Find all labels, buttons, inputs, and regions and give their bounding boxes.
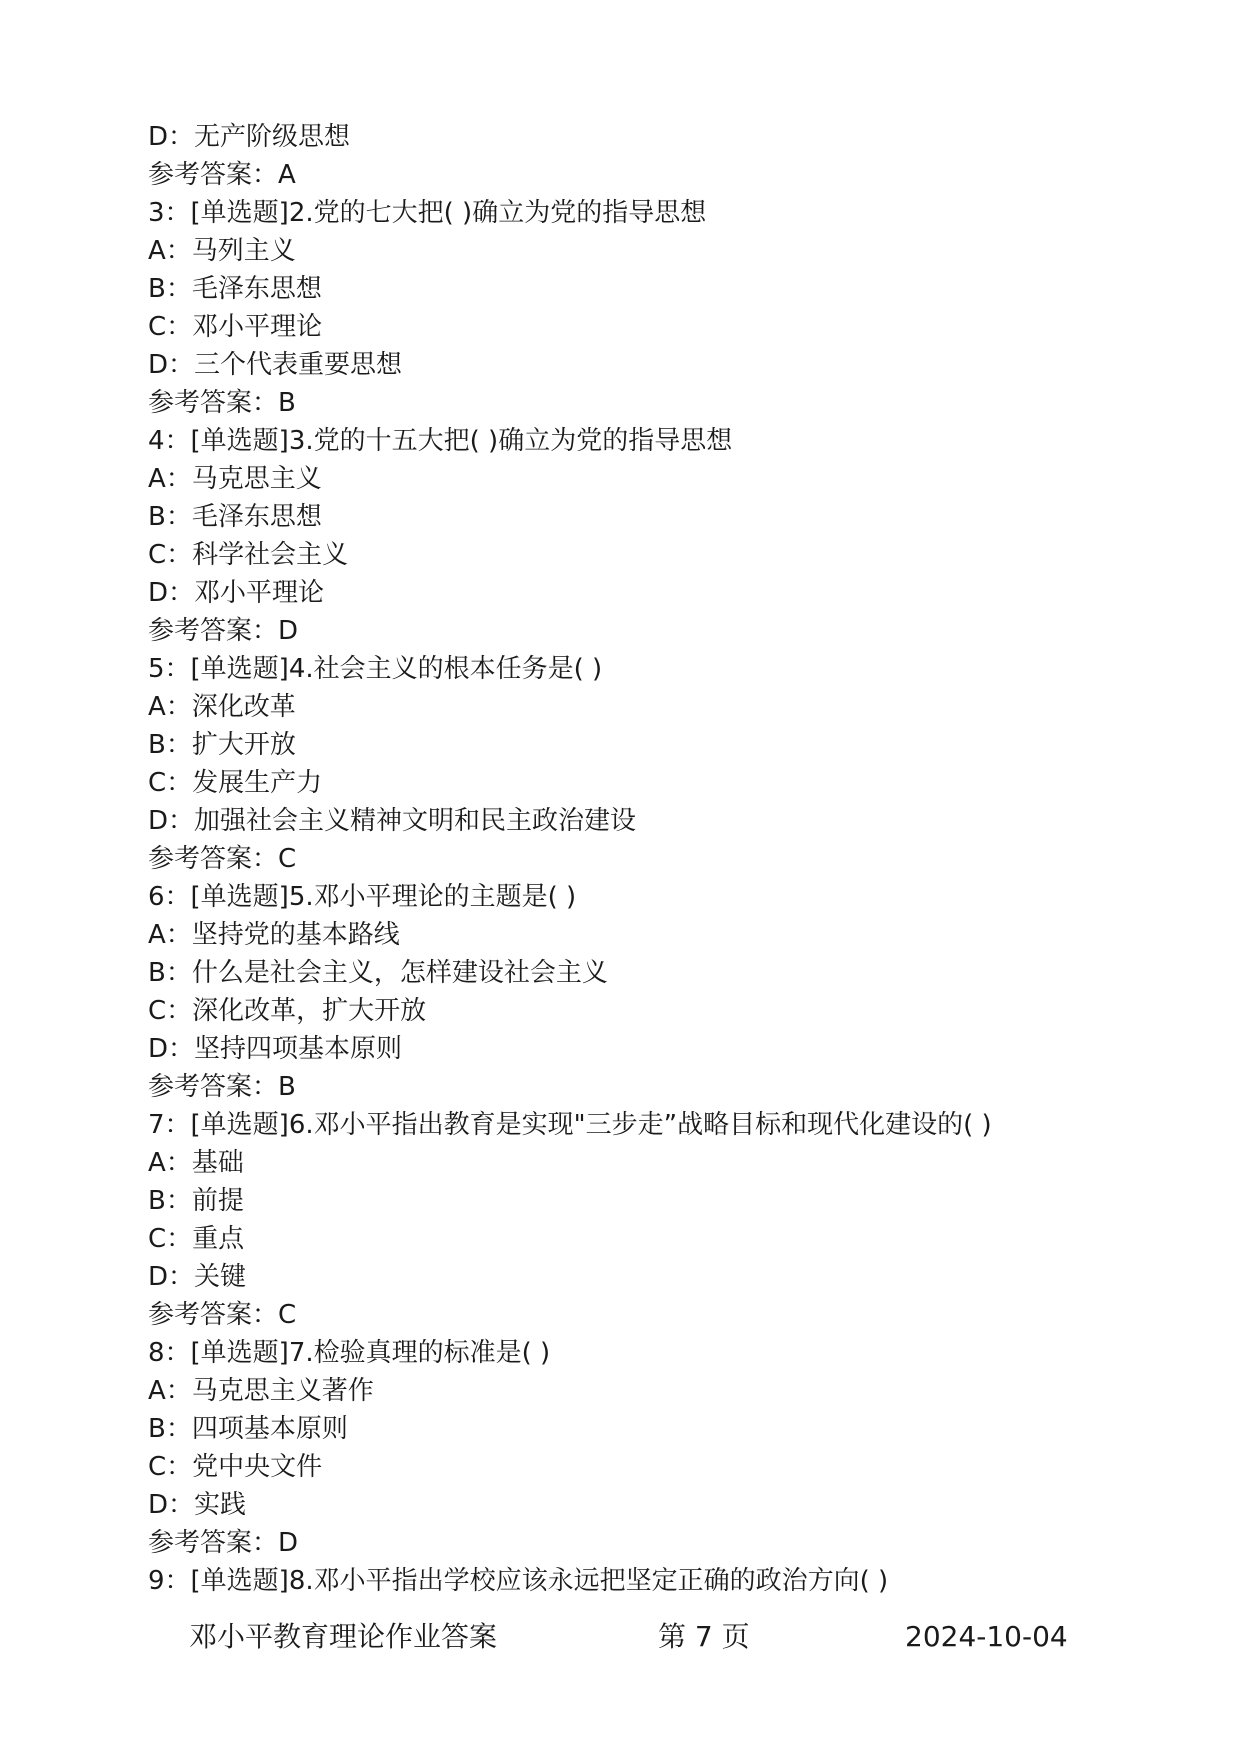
option-line: B：扩大开放 xyxy=(148,730,296,760)
question-line: 5：[单选题]4.社会主义的根本任务是( ) xyxy=(148,654,603,684)
reference-answer: 参考答案：B xyxy=(148,1072,296,1102)
footer-document-title: 邓小平教育理论作业答案 xyxy=(189,1620,498,1653)
option-line: A：深化改革 xyxy=(148,692,296,722)
option-line: C：党中央文件 xyxy=(148,1452,323,1482)
reference-answer: 参考答案：C xyxy=(148,1300,297,1330)
option-line: C：深化改革，扩大开放 xyxy=(148,996,427,1026)
footer-page-number: 第 7 页 xyxy=(658,1620,750,1653)
option-line: A：基础 xyxy=(148,1148,244,1178)
option-line: C：科学社会主义 xyxy=(148,540,349,570)
option-line: A：马列主义 xyxy=(148,236,296,266)
answer-line: D：无产阶级思想 xyxy=(148,122,351,152)
option-line: D：三个代表重要思想 xyxy=(148,350,403,380)
option-line: C：发展生产力 xyxy=(148,768,323,798)
question-line: 4：[单选题]3.党的十五大把( )确立为党的指导思想 xyxy=(148,426,733,456)
option-line: A：坚持党的基本路线 xyxy=(148,920,400,950)
question-line: 9：[单选题]8.邓小平指出学校应该永远把坚定正确的政治方向( ) xyxy=(148,1566,889,1596)
question-line: 7：[单选题]6.邓小平指出教育是实现"三步走”战略目标和现代化建设的( ) xyxy=(148,1110,992,1140)
reference-answer: 参考答案：A xyxy=(148,160,296,190)
option-line: D：实践 xyxy=(148,1490,247,1520)
option-line: A：马克思主义 xyxy=(148,464,322,494)
page-footer xyxy=(0,1617,1241,1657)
question-line: 8：[单选题]7.检验真理的标准是( ) xyxy=(148,1338,551,1368)
reference-answer: 参考答案：D xyxy=(148,1528,299,1558)
option-line: C：邓小平理论 xyxy=(148,312,323,342)
document-body xyxy=(148,118,1148,1600)
option-line: B：前提 xyxy=(148,1186,244,1216)
option-line: A：马克思主义著作 xyxy=(148,1376,374,1406)
option-line: B：毛泽东思想 xyxy=(148,502,322,532)
option-line: C：重点 xyxy=(148,1224,245,1254)
reference-answer: 参考答案：D xyxy=(148,616,299,646)
option-line: D：加强社会主义精神文明和民主政治建设 xyxy=(148,806,637,836)
option-line: D：关键 xyxy=(148,1262,247,1292)
option-line: B：毛泽东思想 xyxy=(148,274,322,304)
footer-date: 2024-10-04 xyxy=(905,1620,1068,1653)
option-line: D：坚持四项基本原则 xyxy=(148,1034,403,1064)
reference-answer: 参考答案：B xyxy=(148,388,296,418)
option-line: B：什么是社会主义，怎样建设社会主义 xyxy=(148,958,608,988)
option-line: D：邓小平理论 xyxy=(148,578,325,608)
reference-answer: 参考答案：C xyxy=(148,844,297,874)
option-line: B：四项基本原则 xyxy=(148,1414,348,1444)
question-line: 3：[单选题]2.党的七大把( )确立为党的指导思想 xyxy=(148,198,707,228)
question-line: 6：[单选题]5.邓小平理论的主题是( ) xyxy=(148,882,577,912)
